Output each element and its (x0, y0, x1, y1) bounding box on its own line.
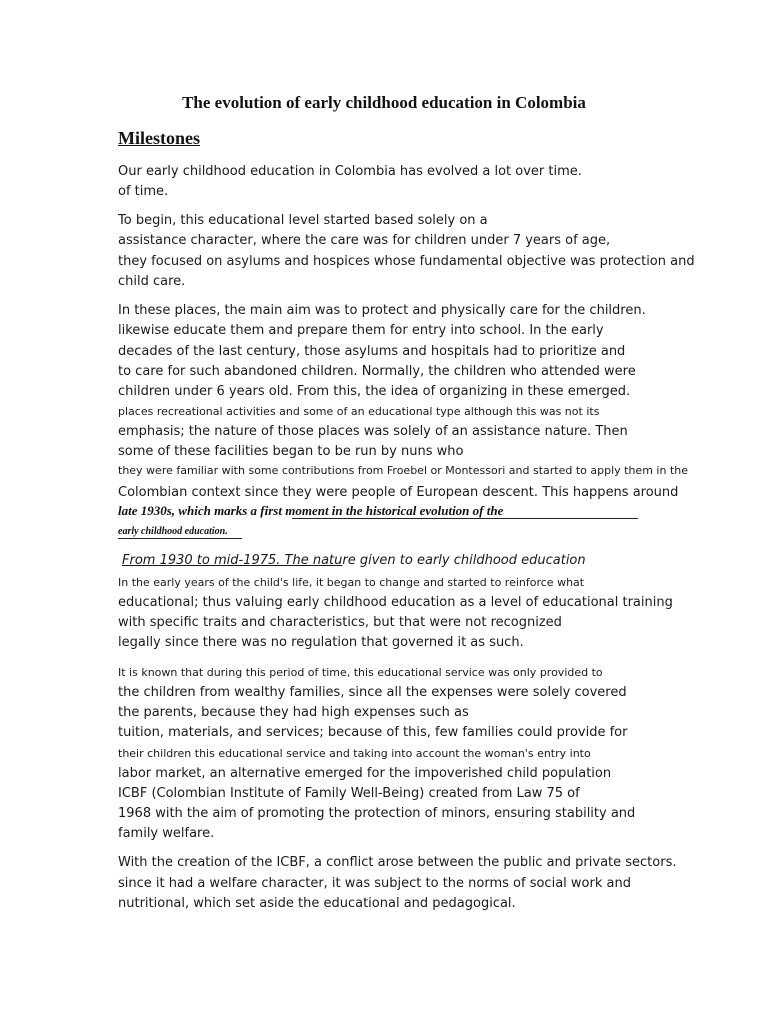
paragraph-line: some of these facilities began to be run by nuns who (118, 444, 464, 459)
emphasis-line: early childhood education. (118, 526, 228, 537)
subheading-part: re given to early childhood education (342, 553, 586, 568)
paragraph-line: they were familiar with some contributions from Froebel or Montessori and started to apply them in the (118, 464, 688, 477)
paragraph-line: nutritional, which set aside the educational and pedagogical. (118, 896, 516, 911)
paragraph-line: ICBF (Colombian Institute of Family Well-Being) created from Law 75 of (118, 786, 580, 801)
paragraph-line: children under 6 years old. From this, the idea of organizing in these emerged. (118, 384, 631, 399)
subheading-part-underlined: From 1930 to mid-1975. The natu (122, 553, 343, 568)
paragraph-line: family welfare. (118, 826, 215, 841)
paragraph-line: In these places, the main aim was to protect and physically care for the children. (118, 303, 646, 318)
paragraph-line: labor market, an alternative emerged for the impoverished child population (118, 766, 612, 781)
paragraph-line: with specific traits and characteristics, but that were not recognized (118, 615, 562, 630)
paragraph-line: 1968 with the aim of promoting the protection of minors, ensuring stability and (118, 806, 636, 821)
paragraph-line: In the early years of the child's life, it began to change and started to reinforce what (118, 576, 585, 589)
paragraph-line: It is known that during this period of time, this educational service was only provided to (118, 666, 603, 679)
paragraph-line: assistance character, where the care was for children under 7 years of age, (118, 233, 611, 248)
paragraph-line: Colombian context since they were people of European descent. This happens around (118, 485, 679, 500)
paragraph-line: the parents, because they had high expenses such as (118, 705, 469, 720)
paragraph-line: tuition, materials, and services; because of this, few families could provide for (118, 725, 628, 740)
paragraph-line: to care for such abandoned children. Normally, the children who attended were (118, 364, 636, 379)
paragraph-line: legally since there was no regulation that governed it as such. (118, 635, 524, 650)
underline-rule (118, 538, 242, 539)
paragraph-line: likewise educate them and prepare them for entry into school. In the early (118, 323, 604, 338)
paragraph-line: emphasis; the nature of those places was solely of an assistance nature. Then (118, 424, 628, 439)
paragraph-line: Our early childhood education in Colombia has evolved a lot over time. (118, 164, 582, 179)
paragraph-line: With the creation of the ICBF, a conflict arose between the public and private sectors. (118, 855, 677, 870)
emphasis-line: late 1930s, which marks a first moment in the historical evolution of the (118, 503, 504, 518)
paragraph-line: their children this educational service and taking into account the woman's entry into (118, 747, 591, 760)
paragraph-line: since it had a welfare character, it was subject to the norms of social work and (118, 876, 631, 891)
underline-rule (292, 518, 638, 519)
paragraph-line: educational; thus valuing early childhood education as a level of educational training (118, 595, 673, 610)
subheading-period (122, 553, 586, 568)
section-heading-milestones: Milestones (118, 128, 200, 148)
paragraph-line: they focused on asylums and hospices whose fundamental objective was protection and (118, 254, 695, 269)
paragraph-line: child care. (118, 274, 186, 289)
paragraph-line: of time. (118, 184, 169, 199)
paragraph-line: To begin, this educational level started based solely on a (118, 213, 488, 228)
document-title: The evolution of early childhood education in Colombia (182, 93, 586, 112)
paragraph-line: places recreational activities and some of an educational type although this was not its (118, 405, 600, 418)
paragraph-line: the children from wealthy families, since all the expenses were solely covered (118, 685, 627, 700)
paragraph-line: decades of the last century, those asylums and hospitals had to prioritize and (118, 344, 626, 359)
